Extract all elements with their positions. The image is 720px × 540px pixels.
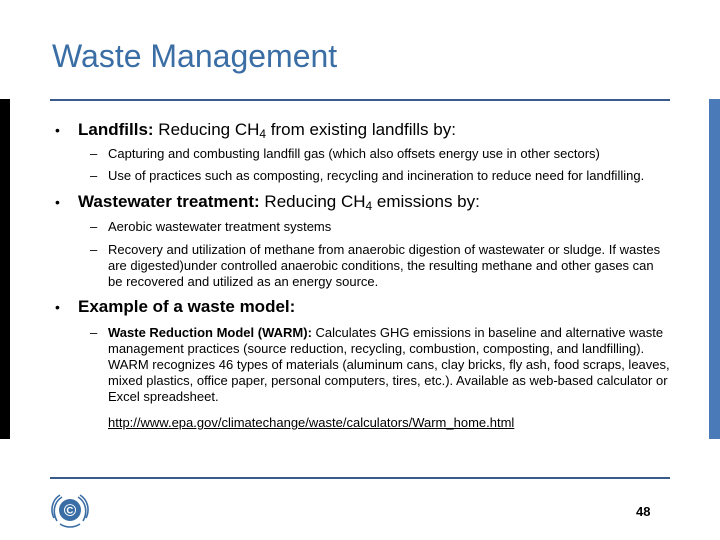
page-title: Waste Management [52, 38, 338, 74]
sub-item-text: Aerobic wastewater treatment systems [108, 219, 332, 234]
sub-item-text: Capturing and combusting landfill gas (which also offsets energy use in other sectors) [108, 146, 600, 161]
page-number: 48 [636, 504, 651, 519]
left-accent-bar [0, 99, 10, 439]
title-divider [50, 99, 670, 101]
subscript-4: 4 [365, 199, 373, 213]
bullet-wastewater-lead: Reducing CH [259, 192, 366, 211]
dash-marker: – [90, 242, 98, 257]
dash-marker: – [90, 168, 98, 183]
bullet-wastewater-text [78, 192, 678, 212]
un-climate-change-logo-icon [46, 490, 94, 530]
footer-divider [50, 477, 670, 479]
warm-description: Calculates GHG emissions in baseline and alternative waste management practices (source reduction, recycling, combustion, composting, and landfilling). WARM recognizes 46 types of materials (aluminum cans, clay bricks, fly ash, food scraps, leaves, mixed plastics, office paper, personal computers, tires, etc.). Available as web-based calculator or Excel spreadsheet. [108, 325, 670, 404]
bullet-marker: • [55, 194, 60, 210]
sub-item-text: Use of practices such as composting, recycling and incineration to reduce need for landfilling. [108, 168, 645, 183]
bullet-wastewater-tail: emissions by: [372, 192, 480, 211]
subscript-4: 4 [259, 127, 267, 141]
dash-marker: – [90, 325, 98, 340]
bullet-landfills-lead: Reducing CH [153, 120, 260, 139]
warm-heading: Waste Reduction Model (WARM): [108, 325, 312, 340]
bullet-waste-model-text [78, 297, 678, 317]
bullet-landfills-text [78, 120, 678, 140]
bullet-waste-model-heading: Example of a waste model: [78, 297, 296, 316]
bullet-marker: • [55, 122, 60, 138]
dash-marker: – [90, 219, 98, 234]
dash-marker: – [90, 146, 98, 161]
svg-text:©: © [63, 501, 77, 520]
sub-item-text: Recovery and utilization of methane from anaerobic digestion of wastewater or sludge. If wastes are digested)under controlled anaerobic conditions, the resulting methane and other gases can be recovered and utilized as an energy source. [108, 242, 661, 289]
bullet-wastewater-heading: Wastewater treatment: [78, 192, 260, 211]
right-accent-bar [709, 99, 720, 439]
sub-item-text [108, 325, 673, 405]
bullet-marker: • [55, 299, 60, 315]
bullet-landfills-heading: Landfills: [78, 120, 154, 139]
warm-link[interactable]: http://www.epa.gov/climatechange/waste/calculators/Warm_home.html [108, 415, 515, 430]
bullet-landfills-tail: from existing landfills by: [266, 120, 456, 139]
